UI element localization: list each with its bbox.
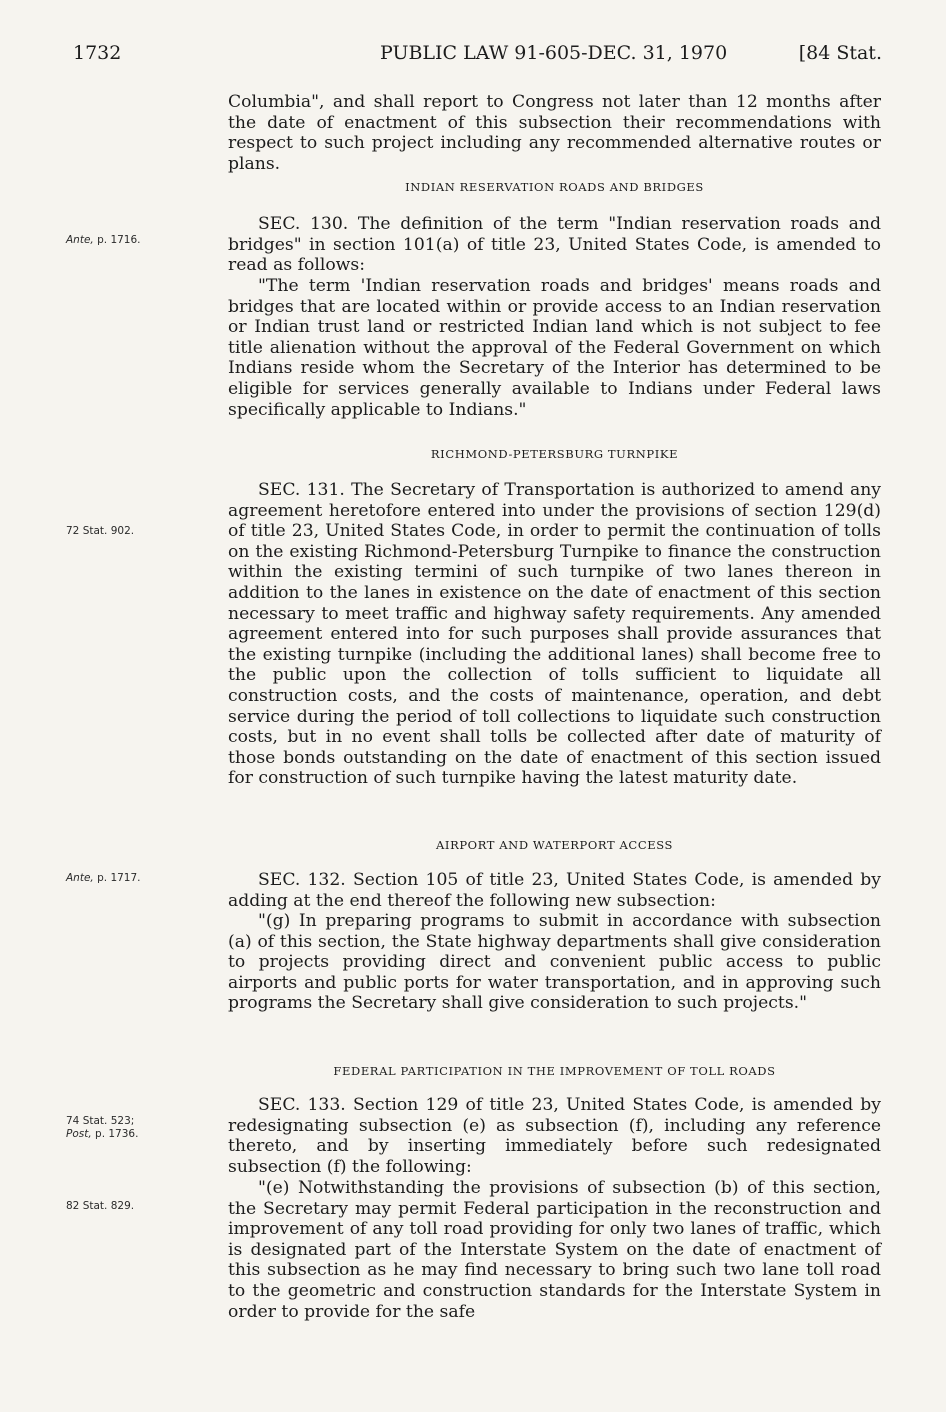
section-heading: INDIAN RESERVATION ROADS AND BRIDGES — [405, 180, 704, 194]
section-paragraph: SEC. 132. Section 105 of title 23, United States Code, is amended by adding at the end thereof the following new subsection: — [228, 870, 881, 911]
margin-note: Ante, p. 1716. — [66, 234, 141, 246]
statute-volume: [84 Stat. — [798, 42, 882, 64]
section-paragraph: "(g) In preparing programs to submit in accordance with subsection (a) of this section, the State highway departments shall give consideration to projects providing direct and convenient public access to public airports and public ports for water transportation, and in approving such programs the Secretary shall give consideration to such projects." — [228, 911, 881, 1014]
section-paragraph: "(e) Notwithstanding the provisions of subsection (b) of this section, the Secretary may permit Federal participation in the reconstruction and improvement of any toll road providing for only two lanes of traffic, which is designated part of the Interstate System on the date of enactment of this subsection as he may find necessary to bring such two lane toll road to the geometric and construction standards for the Interstate System in order to provide for the safe — [228, 1178, 881, 1322]
margin-note: 74 Stat. 523; — [66, 1115, 135, 1127]
section-paragraph: SEC. 130. The definition of the term "Indian reservation roads and bridges" in section 101(a) of title 23, United States Code, is amended to read as follows: — [228, 214, 881, 276]
margin-note: Ante, p. 1717. — [66, 872, 141, 884]
section-paragraph: "The term 'Indian reservation roads and bridges' means roads and bridges that are located within or provide access to an Indian reservation or Indian trust land or restricted Indian land which is not subject to fee title alienation without the approval of the Federal Government on which Indians reside whom the Secretary of the Interior has determined to be eligible for services generally available to Indians under Federal laws specifically applicable to Indians." — [228, 276, 881, 420]
section-heading: AIRPORT AND WATERPORT ACCESS — [436, 838, 673, 852]
margin-note: 72 Stat. 902. — [66, 525, 135, 537]
section-heading: FEDERAL PARTICIPATION IN THE IMPROVEMENT OF TOLL ROADS — [333, 1064, 776, 1078]
intro-paragraph: Columbia", and shall report to Congress not later than 12 months after the date of enactment of this subsection their recommendations with respect to such project including any recommended alternative routes or plans. — [228, 92, 881, 174]
section-heading: RICHMOND-PETERSBURG TURNPIKE — [430, 447, 679, 461]
section-paragraph: SEC. 133. Section 129 of title 23, United States Code, is amended by redesignating subsection (e) as subsection (f), including any reference thereto, and by inserting immediately before such redesignated subsection (f) the following: — [228, 1095, 881, 1177]
margin-note: 82 Stat. 829. — [66, 1200, 135, 1212]
page-number: 1732 — [73, 42, 122, 64]
margin-note: Post, p. 1736. — [66, 1128, 139, 1140]
section-paragraph: SEC. 131. The Secretary of Transportation is authorized to amend any agreement heretofore entered into under the provisions of section 129(d) of title 23, United States Code, in order to permit the continuation of tolls on the existing Richmond-Petersburg Turnpike to finance the construction within the existing termini of such turnpike of two lanes thereon in addition to the lanes in existence on the date of enactment of this section necessary to meet traffic and highway safety requirements. Any amended agreement entered into for such purposes shall provide assurances that the existing turnpike (including the additional lanes) shall become free to the public upon the collection of tolls sufficient to liquidate all construction costs, and the costs of maintenance, operation, and debt service during the period of toll collections to liquidate such construction costs, but in no event shall tolls be collected after date of maturity of those bonds outstanding on the date of enactment of this section issued for construction of such turnpike having the latest maturity date. — [228, 480, 881, 789]
running-title: PUBLIC LAW 91-605-DEC. 31, 1970 — [380, 42, 728, 64]
page-header — [0, 42, 946, 72]
